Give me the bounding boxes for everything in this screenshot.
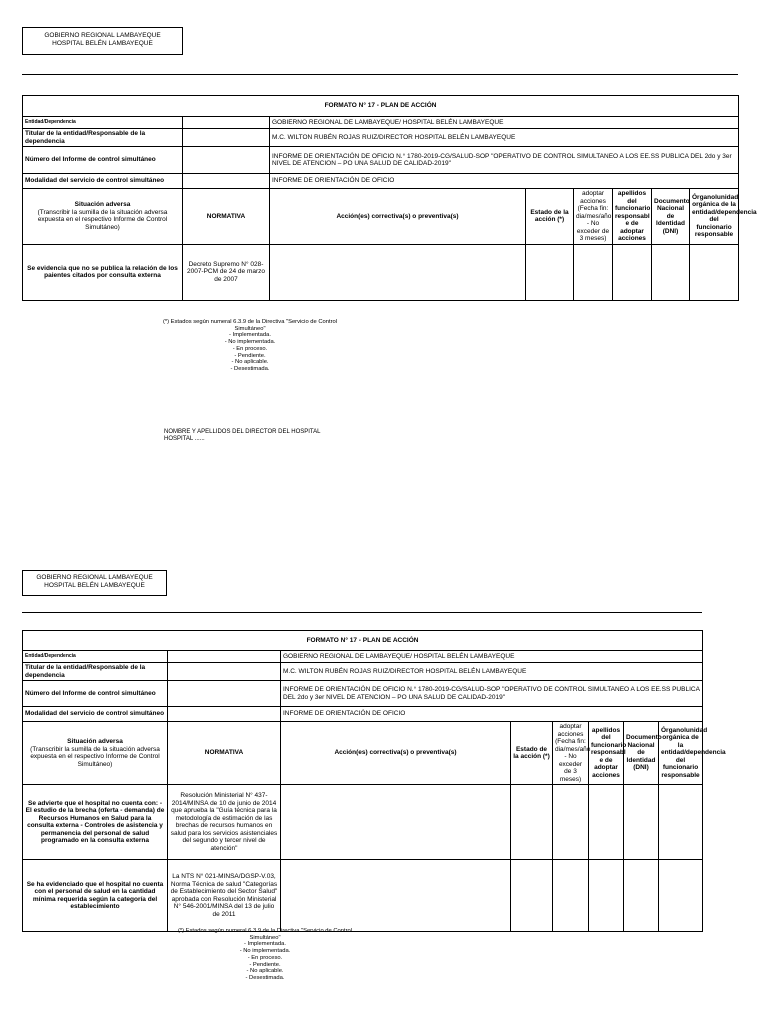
modality-value: INFORME DE ORIENTACIÓN DE OFICIO — [270, 174, 739, 189]
blank-cell — [183, 174, 270, 189]
normativa-header: NORMATIVA — [168, 722, 281, 785]
modality-label: Modalidad del servicio de control simultáneo — [23, 707, 168, 722]
table-row — [23, 860, 703, 932]
state-cell — [526, 244, 574, 300]
deadline-header: adoptar acciones (Fecha fin: dia/mes/año - No exceder de 3 meses) — [553, 722, 589, 785]
note-item: - Desestimada. — [245, 974, 285, 981]
form-title: FORMATO N° 17 - PLAN DE ACCIÓN — [23, 96, 739, 117]
separator-line — [22, 612, 702, 613]
blank-cell — [168, 681, 281, 707]
hospital-name: HOSPITAL BELÉN LAMBAYEQUE — [52, 40, 153, 47]
blank-cell — [183, 117, 270, 129]
names-cell — [589, 785, 624, 860]
notes-intro: (*) Estados según numeral 6.3.9 de la Directiva "Servicio de Control Simultáneo" — [177, 928, 353, 941]
actions-cell — [281, 785, 511, 860]
situation-header-title: Situación adversa — [67, 738, 123, 745]
names-cell — [589, 860, 624, 932]
note-item: - Desestimada. — [230, 365, 270, 372]
situation-header-desc: (Transcribir la sumilla de la situación adversa expuesta en el respectivo Informe de Control Simultáneo) — [37, 208, 168, 231]
note-item: - Pendiente. — [234, 352, 266, 359]
normativa-header: NORMATIVA — [183, 189, 270, 245]
actions-header: Acción(es) correctiva(s) o preventiva(s) — [270, 189, 526, 245]
institution-header-box — [22, 27, 183, 55]
actions-cell — [270, 244, 526, 300]
note-item: - No implementada. — [224, 339, 276, 346]
table-row — [23, 244, 739, 300]
signature-title: HOSPITAL ...... — [164, 436, 205, 442]
situation-cell: Se advierte que el hospital no cuenta con: - El estudio de la brecha (oferta - demanda) de Recursos Humanos en Salud para la consulta externa - Controles de asistencia y permanencia del personal de salud programado en la consulta externa — [23, 785, 168, 860]
report-number-value: INFORME DE ORIENTACIÓN DE OFICIO N.° 1780-2019-CG/SALUD-SOP "OPERATIVO DE CONTROL SIMULTANEO A LOS EE.SS PUBLICA DEL 2do y 3er NIVEL DE ATENCION – PO UNA SALUD DE CALIDAD-2019" — [281, 681, 703, 707]
notes-intro: (*) Estados según numeral 6.3.9 de la Directiva "Servicio de Control Simultáneo" — [162, 319, 338, 332]
report-number-label: Número del Informe de control simultáneo — [23, 681, 168, 707]
normativa-cell: La NTS N° 021-MINSA/DGSP-V.03, Norma Técnica de salud "Categorías de Establecimiento del Sector Salud" aprobada con Resolución Ministerial N° 546-2001/MINSA del 13 de julio de 2011 — [168, 860, 281, 932]
titular-label: Titular de la entidad/Responsable de la dependencia — [23, 129, 183, 147]
entity-value: GOBIERNO REGIONAL DE LAMBAYEQUE/ HOSPITAL BELÉN LAMBAYEQUE — [270, 117, 739, 129]
modality-label: Modalidad del servicio de control simultáneo — [23, 174, 183, 189]
unit-cell — [659, 860, 703, 932]
names-header: apellidos del funcionario responsabl e de adoptar acciones — [613, 189, 652, 245]
situation-cell: Se ha evidenciado que el hospital no cuenta con el personal de salud en la cantidad mínima requerida según la categoría del establecimiento — [23, 860, 168, 932]
state-notes — [150, 319, 350, 373]
separator-line — [22, 74, 738, 75]
blank-cell — [168, 663, 281, 681]
note-item: - En proceso. — [232, 345, 268, 352]
blank-cell — [183, 147, 270, 174]
note-item: - En proceso. — [247, 954, 283, 961]
dni-cell — [624, 860, 659, 932]
unit-header: Órganolunidad orgánica de la entidad/dependencia del funcionario responsable — [690, 189, 739, 245]
note-item: - Implementada. — [244, 941, 286, 948]
state-cell — [511, 785, 553, 860]
unit-header: Órganolunidad orgánica de la entidad/dependencia del funcionario responsable — [659, 722, 703, 785]
form-title: FORMATO N° 17 - PLAN DE ACCIÓN — [23, 631, 703, 651]
institution-name: GOBIERNO REGIONAL LAMBAYEQUE — [44, 32, 161, 39]
note-item: - No aplicable. — [246, 968, 284, 975]
dni-header: Documento Nacional de Identidad (DNI) — [652, 189, 690, 245]
unit-cell — [690, 244, 739, 300]
titular-label: Titular de la entidad/Responsable de la dependencia — [23, 663, 168, 681]
dni-cell — [652, 244, 690, 300]
state-header: Estado de la acción (*) — [526, 189, 574, 245]
situation-cell: Se evidencia que no se publica la relación de los paientes citados por consulta externa — [23, 244, 183, 300]
action-plan-table — [22, 95, 757, 301]
institution-name: GOBIERNO REGIONAL LAMBAYEQUE — [36, 574, 153, 581]
blank-cell — [168, 651, 281, 663]
hospital-name: HOSPITAL BELÉN LAMBAYEQUE — [44, 582, 145, 589]
actions-header: Acción(es) correctiva(s) o preventiva(s) — [281, 722, 511, 785]
entity-value: GOBIERNO REGIONAL DE LAMBAYEQUE/ HOSPITAL BELÉN LAMBAYEQUE — [281, 651, 703, 663]
report-number-label: Número del Informe de control simultáneo — [23, 147, 183, 174]
unit-cell — [659, 785, 703, 860]
deadline-header: adoptar acciones (Fecha fin: dia/mes/año - No exceder de 3 meses) — [574, 189, 613, 245]
dni-cell — [624, 785, 659, 860]
state-cell — [511, 860, 553, 932]
modality-value: INFORME DE ORIENTACIÓN DE OFICIO — [281, 707, 703, 722]
normativa-cell: Resolución Ministerial N° 437-2014/MINSA de 10 de junio de 2014 que aprueba la "Guía técnica para la metodología de estimación de las brechas de recursos humanos en salud para los servicios asistenciales del segundo y tercer nivel de atención" — [168, 785, 281, 860]
titular-value: M.C. WILTON RUBÉN ROJAS RUIZ/DIRECTOR HOSPITAL BELÉN LAMBAYEQUE — [270, 129, 739, 147]
entity-label: Entidad/Dependencia — [23, 117, 183, 129]
state-notes — [165, 928, 365, 982]
normativa-cell: Decreto Supremo N° 028-2007-PCM de 24 de marzo de 2007 — [183, 244, 270, 300]
action-plan-table — [22, 630, 726, 932]
situation-header — [23, 189, 183, 245]
note-item: - No aplicable. — [231, 359, 269, 366]
signature-name: NOMBRE Y APELLIDOS DEL DIRECTOR DEL HOSPITAL — [164, 429, 321, 435]
note-item: - Pendiente. — [249, 961, 281, 968]
deadline-cell — [574, 244, 613, 300]
deadline-cell — [553, 785, 589, 860]
situation-header-desc: (Transcribir la sumilla de la situación adversa expuesta en el respectivo Informe de Control Simultáneo) — [30, 745, 160, 768]
note-item: - Implementada. — [229, 332, 271, 339]
situation-header — [23, 722, 168, 785]
names-header: apellidos del funcionario responsabl e de adoptar acciones — [589, 722, 624, 785]
institution-header-box — [22, 570, 167, 596]
signature-block — [164, 429, 344, 443]
entity-label: Entidad/Dependencia — [23, 651, 168, 663]
titular-value: M.C. WILTON RUBÉN ROJAS RUIZ/DIRECTOR HOSPITAL BELÉN LAMBAYEQUE — [281, 663, 703, 681]
deadline-cell — [553, 860, 589, 932]
situation-header-title: Situación adversa — [74, 201, 131, 209]
note-item: - No implementada. — [239, 948, 291, 955]
table-row — [23, 785, 703, 860]
dni-header: Documento Nacional de Identidad (DNI) — [624, 722, 659, 785]
blank-cell — [168, 707, 281, 722]
state-header: Estado de la acción (*) — [511, 722, 553, 785]
blank-cell — [183, 129, 270, 147]
actions-cell — [281, 860, 511, 932]
report-number-value: INFORME DE ORIENTACIÓN DE OFICIO N.° 1780-2019-CG/SALUD-SOP "OPERATIVO DE CONTROL SIMULTANEO A LOS EE.SS PUBLICA DEL 2do y 3er NIVEL DE ATENCION – PO UNA SALUD DE CALIDAD-2019" — [270, 147, 739, 174]
names-cell — [613, 244, 652, 300]
